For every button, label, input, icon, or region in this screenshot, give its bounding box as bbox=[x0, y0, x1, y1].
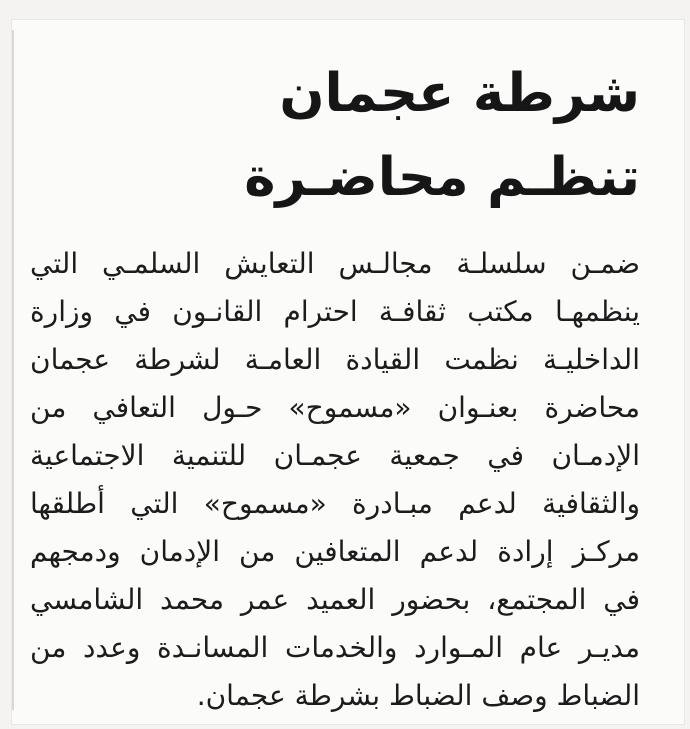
body-line: ينظمهـا مكتب ثقافـة احترام القانـون في وزارة bbox=[30, 295, 640, 328]
body-line: مركـز إرادة لدعم المتعافين من الإدمان ودمجهم bbox=[30, 535, 640, 568]
headline bbox=[30, 52, 640, 220]
body-line: الداخليـة نظمت القيادة العامـة لشرطة عجمان bbox=[30, 343, 640, 376]
clipping-edge bbox=[12, 30, 14, 710]
body-line: محاضرة بعنـوان «مسموح» حـول التعافي من bbox=[30, 391, 640, 424]
article-body bbox=[30, 240, 640, 720]
body-line: في المجتمع، بحضور العميد عمر محمد الشامسي bbox=[30, 583, 640, 616]
body-line: ضمـن سلسلـة مجالـس التعايش السلمـي التي bbox=[30, 247, 640, 280]
body-line: والثقافية لدعم مبـادرة «مسموح» التي أطلقها bbox=[30, 487, 640, 520]
body-line-last: الضباط وصف الضباط بشرطة عجمان. bbox=[196, 679, 640, 712]
body-line: الإدمـان في جمعية عجمـان للتنمية الاجتماعية bbox=[30, 439, 640, 472]
headline-line-1: شرطة عجمان bbox=[279, 63, 640, 124]
headline-line-2: تنظـم محاضـرة bbox=[244, 147, 640, 208]
body-line: مديـر عام المـوارد والخدمات المسانـدة وعدد من bbox=[30, 631, 640, 664]
article bbox=[30, 52, 640, 720]
